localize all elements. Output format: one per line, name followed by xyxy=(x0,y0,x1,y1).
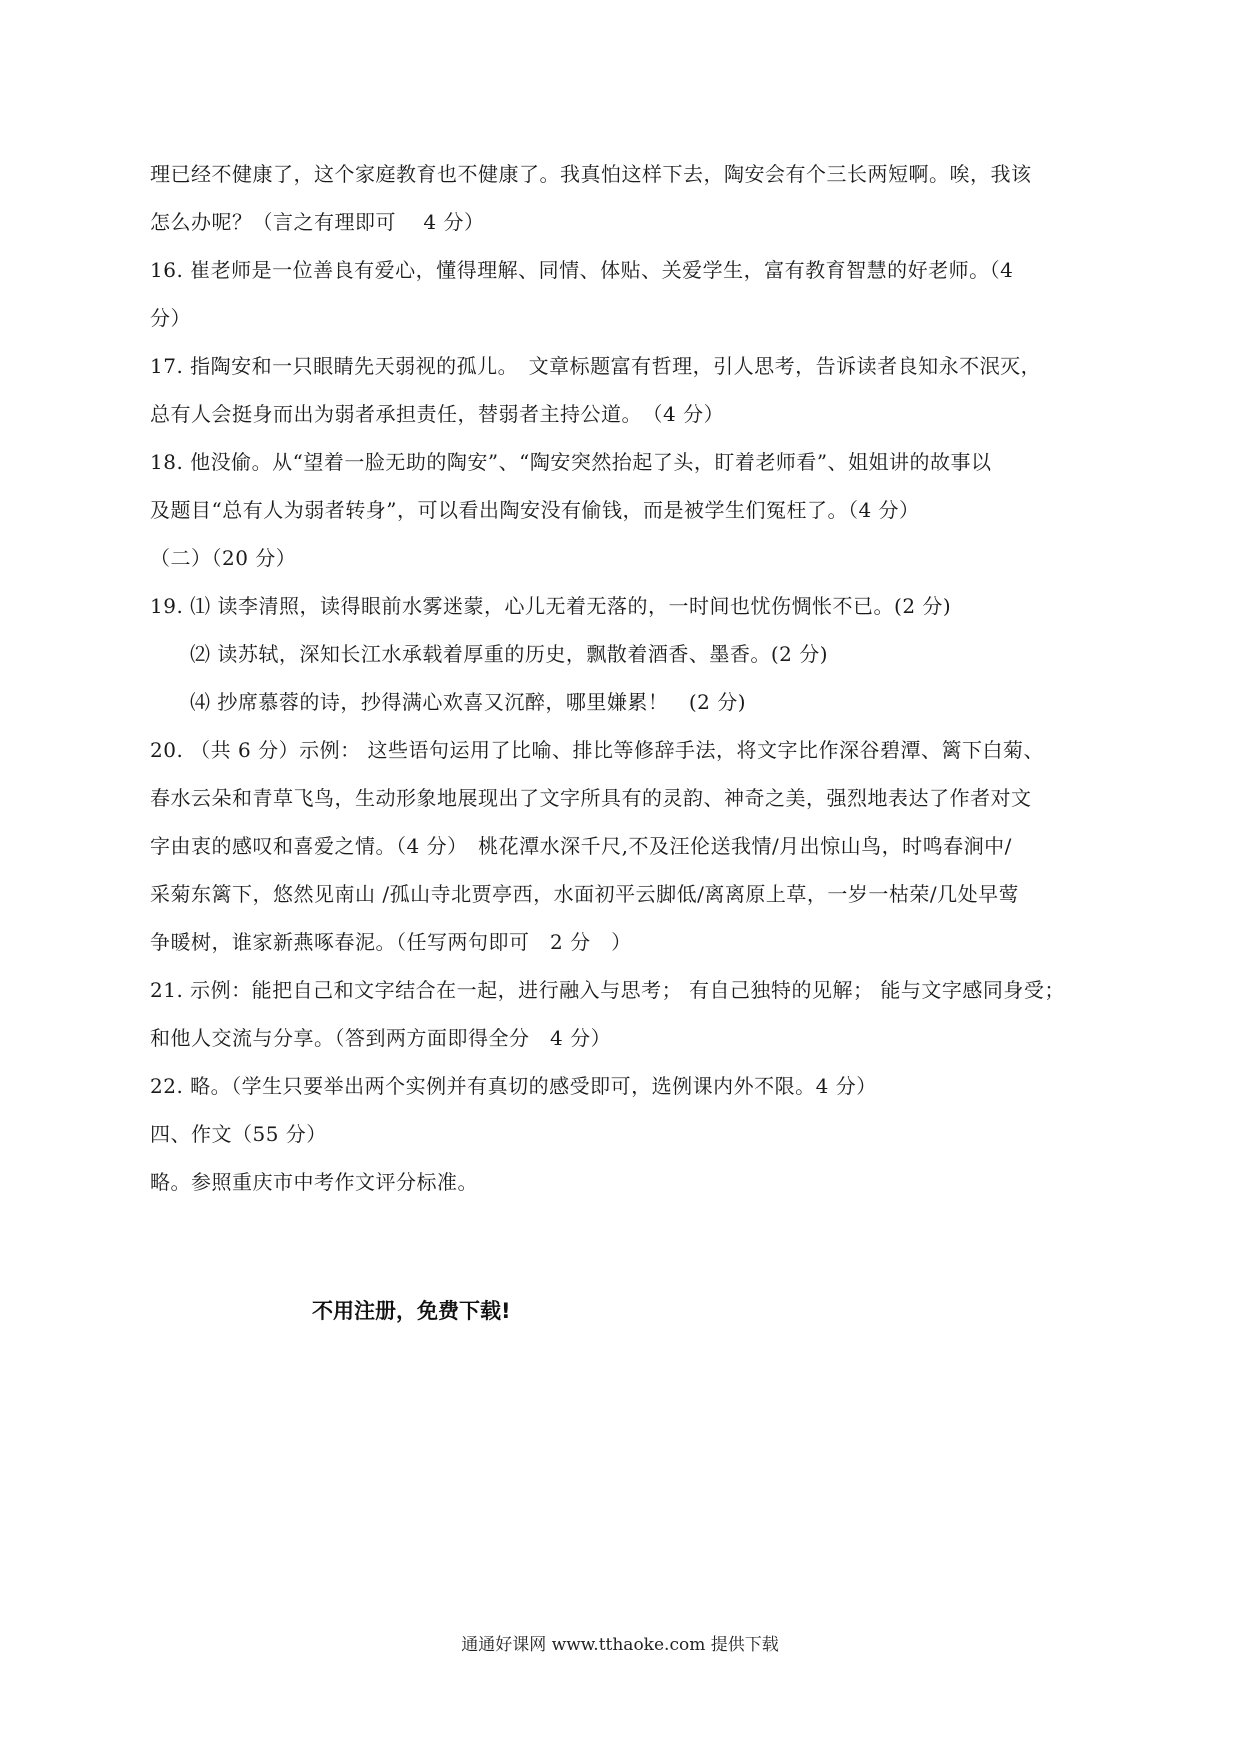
text-line: 分） xyxy=(150,306,191,330)
text-line: 采菊东篱下，悠然见南山 /孤山寺北贾亭西，水面初平云脚低/离离原上草，一岁一枯荣/几处早莺 xyxy=(150,882,1020,906)
text-line: 理已经不健康了，这个家庭教育也不健康了。我真怕这样下去，陶安会有个三长两短啊。唉，我该 xyxy=(150,162,1032,186)
answer-19-sub-4: ⑷ 抄席慕蓉的诗，抄得满心欢喜又沉醉，哪里嫌累！ (2 分) xyxy=(190,690,747,714)
text-line: 字由衷的感叹和喜爱之情。（4 分） 桃花潭水深千尺,不及汪伦送我情/月出惊山鸟，时鸣春涧中/ xyxy=(150,834,1012,858)
text-line: 怎么办呢？（言之有理即可 4 分） xyxy=(150,210,485,234)
answer-16: 16. 崔老师是一位善良有爱心，懂得理解、同情、体贴、关爱学生，富有教育智慧的好老师。（4 xyxy=(150,258,1014,282)
answer-17: 17. 指陶安和一只眼睛先天弱视的孤儿。 文章标题富有哲理，引人思考，告诉读者良知永不泯灭， xyxy=(150,354,1042,378)
page-footer: 通通好课网 www.tthaoke.com 提供下载 xyxy=(461,1635,779,1655)
text-line: 春水云朵和青草飞鸟，生动形象地展现出了文字所具有的灵韵、神奇之美，强烈地表达了作者对文 xyxy=(150,786,1032,810)
answer-key-body xyxy=(150,150,1100,1206)
section-heading: （二）（20 分） xyxy=(150,546,297,570)
answer-22: 22. 略。（学生只要举出两个实例并有真切的感受即可，选例课内外不限。4 分） xyxy=(150,1074,877,1098)
text-line: 和他人交流与分享。（答到两方面即得全分 4 分） xyxy=(150,1026,612,1050)
answer-20: 20. （共 6 分）示例： 这些语句运用了比喻、排比等修辞手法，将文字比作深谷碧潭、篱下白菊、 xyxy=(150,738,1044,762)
text-line: 争暖树，谁家新燕啄春泥。（任写两句即可 2 分 ） xyxy=(150,930,632,954)
section-heading-essay: 四、作文（55 分） xyxy=(150,1122,327,1146)
download-slogan: 不用注册，免费下载! xyxy=(312,1299,511,1323)
answer-19-sub-2: ⑵ 读苏轼，深知长江水承载着厚重的历史，飘散着酒香、墨香。(2 分) xyxy=(190,642,829,666)
answer-18: 18. 他没偷。从“望着一脸无助的陶安”、“陶安突然抬起了头，盯着老师看”、姐姐讲的故事以 xyxy=(150,450,992,474)
text-line: 总有人会挺身而出为弱者承担责任，替弱者主持公道。 （4 分） xyxy=(150,402,725,426)
text-line: 及题目“总有人为弱者转身”，可以看出陶安没有偷钱，而是被学生们冤枉了。（4 分） xyxy=(150,498,920,522)
text-line: 略。参照重庆市中考作文评分标准。 xyxy=(150,1170,478,1194)
answer-19: 19. ⑴ 读李清照，读得眼前水雾迷蒙，心儿无着无落的，一时间也忧伤惆怅不已。(2 分) xyxy=(150,594,952,618)
answer-21: 21. 示例：能把自己和文字结合在一起，进行融入与思考； 有自己独特的见解； 能与文字感同身受； xyxy=(150,978,1065,1002)
